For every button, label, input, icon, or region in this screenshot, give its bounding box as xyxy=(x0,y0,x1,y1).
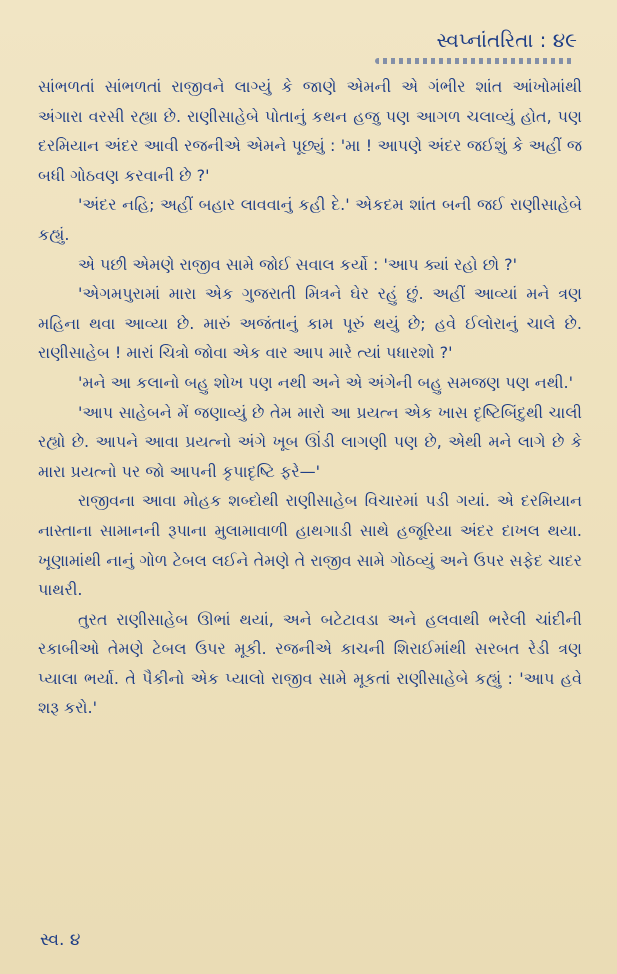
paragraph-4: 'એગમપુરામાં મારા એક ગુજરાતી મિત્રને ઘેર રહું છું. અહીં આવ્યાં મને ત્રણ મહિના થવા આવ્યા છે. મારું અજંતાનું કામ પૂરું થયું છે; હવે ઈલોરાનું ચાલે છે. રાણીસાહેબ ! મારાં ચિત્રો જોવા એક વાર આપ મારે ત્યાં પધારશો ?' xyxy=(38,284,582,363)
paragraph-3: એ પછી એમણે રાજીવ સામે જોઈ સવાલ કર્યો : 'આપ ક્યાં રહો છો ?' xyxy=(78,254,518,274)
running-header: સ્વપ્નાંતરિતા : ૪૯ xyxy=(436,28,577,52)
paragraph-1: સાંભળતાં સાંભળતાં રાજીવને લાગ્યું કે જાણે એમની એ ગંભીર શાંત આંખોમાંથી અંગારા વરસી રહ્યા છે. રાણીસાહેબે પોતાનું કથન હજુ પણ આગળ ચલાવ્યું હોત, પણ દરમિયાન અંદર આવી રજનીએ એમને પૂછ્યું : 'મા ! આપણે અંદર જઈશું કે અહીં જ બધી ગોઠવણ કરવાની છે ?' xyxy=(38,77,582,185)
paragraph-6: 'આપ સાહેબને મેં જણાવ્યું છે તેમ મારો આ પ્રયત્ન એક ખાસ દૃષ્ટિબિંદુથી ચાલી રહ્યો છે. આપને આવા પ્રયત્નો અંગે ખૂબ ઊંડી લાગણી પણ છે, એથી મને લાગે છે કે મારા પ્રયત્નો પર જો આપની કૃપાદૃષ્ટિ ફરે—' xyxy=(38,402,582,481)
body-text xyxy=(38,72,582,723)
paragraph-5: 'મને આ કલાનો બહુ શોખ પણ નથી અને એ અંગેની બહુ સમજણ પણ નથી.' xyxy=(78,372,574,392)
paragraph-7: રાજીવના આવા મોહક શબ્દોથી રાણીસાહેબ વિચારમાં પડી ગયાં. એ દરમિયાન નાસ્તાના સામાનની રૂપાના મુલામાવાળી હાથગાડી સાથે હજૂરિયા અંદર દાખલ થયા. ખૂણામાંથી નાનું ગોળ ટેબલ લઈને તેમણે તે રાજીવ સામે ગોઠવ્યું અને ઉપર સફેદ ચાદર પાથરી. xyxy=(38,491,582,600)
paragraph-8: તુરત રાણીસાહેબ ઊભાં થયાં, અને બટેટાવડા અને હલવાથી ભરેલી ચાંદીની રકાબીઓ તેમણે ટેબલ ઉપર મૂકી. રજનીએ કાચની શિરાઈમાંથી સરબત રેડી ત્રણ પ્યાલા ભર્યા. તે પૈકીનો એક પ્યાલો રાજીવ સામે મૂકતાં રાણીસાહેબે કહ્યું : 'આપ હવે શરૂ કરો.' xyxy=(38,609,582,718)
paragraph-2: 'અંદર નહિ; અહીં બહાર લાવવાનું કહી દે.' એકદમ શાંત બની જઈ રાણીસાહેબે કહ્યું. xyxy=(38,195,582,244)
page-folio: સ્વ. ૪ xyxy=(40,930,81,950)
header-underline xyxy=(375,58,575,64)
